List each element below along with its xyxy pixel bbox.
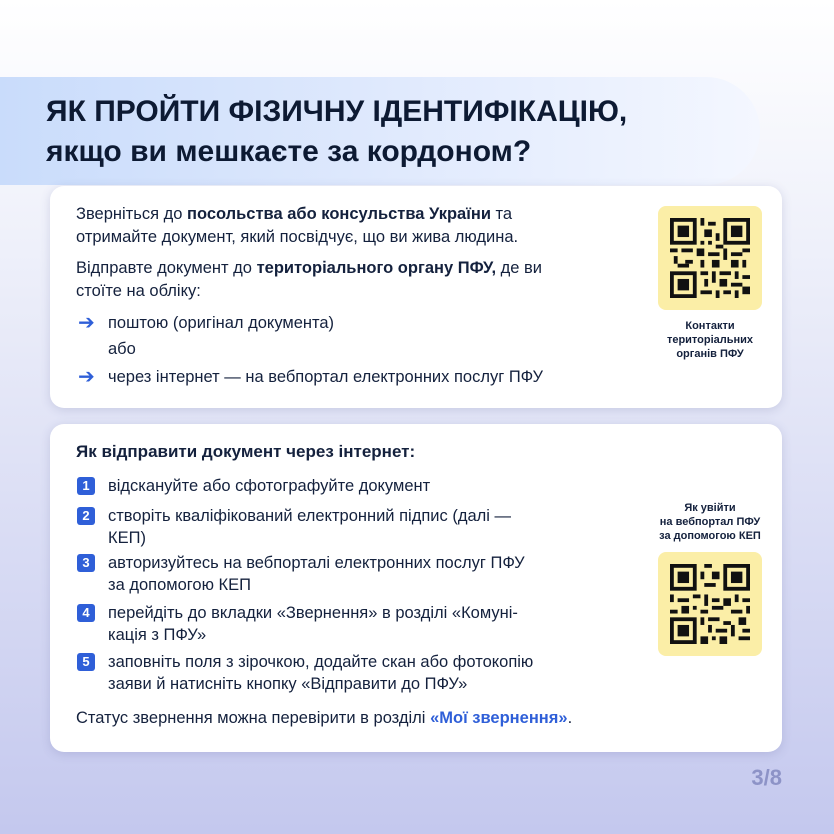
text-fragment: Відправте документ до [76,259,257,277]
qr-code-contacts[interactable] [658,206,762,310]
my-requests-link[interactable]: «Мої звернення» [430,709,568,727]
option-post: поштою (оригінал документа) [108,314,335,332]
step-line: кація з ПФУ» [108,626,207,644]
step-line: заяви й натисніть кнопку «Відправити до ПФУ» [108,675,468,693]
caption-line: на вебпортал ПФУ [659,516,761,528]
option-internet: через інтернет — на вебпортал електронних послуг ПФУ [108,368,543,386]
step-line: авторизуйтесь на вебпорталі електронних послуг ПФУ [108,554,525,572]
option-or: або [108,340,136,358]
step-number-5: 5 [77,653,95,671]
qr-code-portal[interactable] [658,552,762,656]
step-number-4: 4 [77,604,95,622]
step-number-1: 1 [77,477,95,495]
page-indicator: 3/8 [751,765,782,790]
step-line: за допомогою КЕП [108,576,252,594]
step-line: перейдіть до вкладки «Звернення» в розділі «Комуні- [108,604,518,622]
step-line: КЕП) [108,529,146,547]
step-number-3: 3 [77,554,95,572]
caption-line: органів ПФУ [676,348,744,360]
text-bold-pfu: територіального органу ПФУ, [256,259,497,277]
text-fragment: стоїте на обліку: [76,282,201,300]
qr-caption-portal [642,501,778,543]
paragraph-send-document [76,257,542,303]
paragraph-embassy [76,203,518,249]
info-card-embassy [50,186,782,408]
step-line: відскануйте або сфотографуйте документ [108,477,431,495]
info-card-internet [50,424,782,752]
step-2-text [108,505,511,549]
title-line-1: ЯК ПРОЙТИ ФІЗИЧНУ ІДЕНТИФІКАЦІЮ, [46,95,628,128]
caption-line: Як увійти [684,502,736,514]
step-line: заповніть поля з зірочкою, додайте скан або фотокопію [108,653,534,671]
text-bold-embassy: посольства або консульства України [187,205,491,223]
caption-line: територіальних [666,334,754,346]
step-1-text [108,475,430,497]
arrow-right-icon: ➔ [78,366,95,388]
status-note [76,707,572,730]
text-fragment: Зверніться до [76,205,187,223]
text-fragment: Статус звернення можна перевірити в розділі [76,709,431,727]
card-heading: Як відправити документ через інтернет: [76,442,416,461]
step-line: створіть кваліфікований електронний підпис (далі — [108,507,512,525]
step-3-text [108,552,525,596]
caption-line: Контакти [685,320,735,332]
caption-line: за допомогою КЕП [659,530,761,542]
text-fragment: . [567,709,573,727]
qr-code-icon [670,218,750,298]
title-line-2: якщо ви мешкаєте за кордоном? [46,135,532,168]
page-title [46,92,786,172]
qr-code-icon [670,564,750,644]
arrow-right-icon: ➔ [78,312,95,334]
text-fragment: отримайте документ, який посвідчує, що ви жива людина. [76,228,519,246]
step-4-text [108,602,518,646]
qr-caption-contacts [642,319,778,361]
text-fragment: де ви [496,259,543,277]
step-5-text [108,651,533,695]
step-number-2: 2 [77,507,95,525]
text-fragment: та [490,205,513,223]
